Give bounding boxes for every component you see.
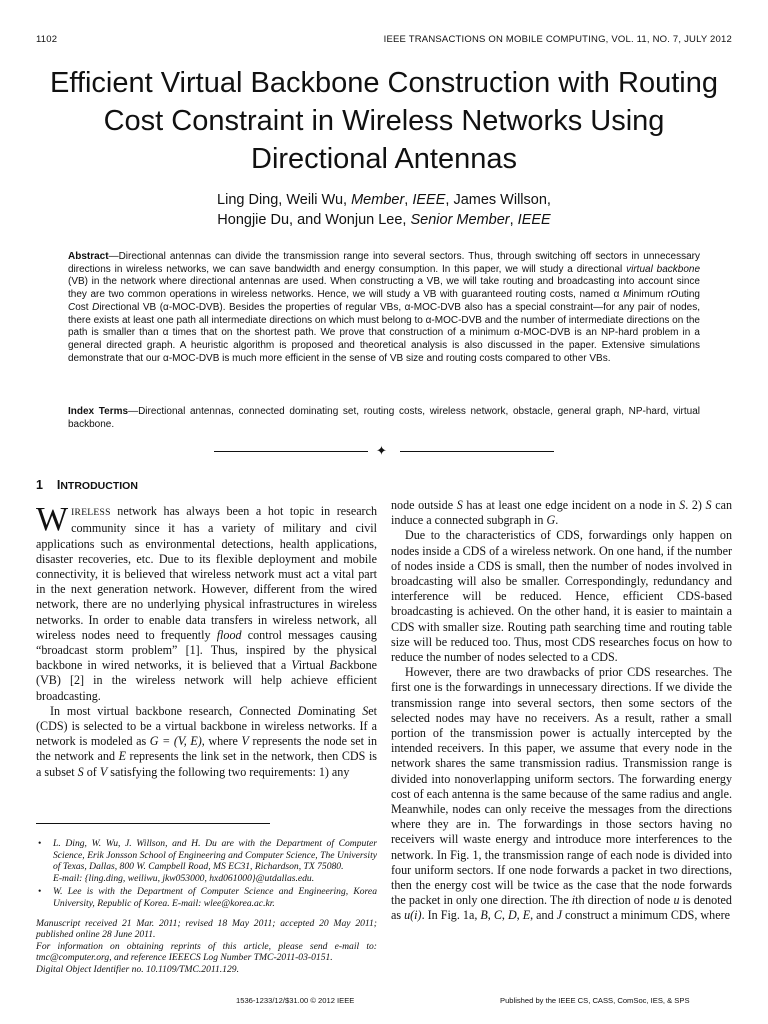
manuscript-dates: Manuscript received 21 Mar. 2011; revised 18 May 2011; accepted 20 May 2011; published online 28 June 2011. (36, 917, 377, 941)
publisher-footer: Published by the IEEE CS, CASS, ComSoc, IES, & SPS (500, 996, 690, 1005)
footnotes (36, 838, 377, 976)
cds-requirements: node outside S has at least one edge incident on a node in S. 2) S can induce a connected subgraph in G. (391, 498, 732, 528)
footnote-affiliation-2: • W. Lee is with the Department of Computer Science and Engineering, Korea University, Republic of Korea. E-mail: wlee@korea.ac.kr. (53, 886, 377, 909)
index-terms: Index Terms—Directional antennas, connected dominating set, routing costs, wireless network, obstacle, general graph, NP-hard, virtual backbone. (68, 406, 701, 430)
journal-header: IEEE TRANSACTIONS ON MOBILE COMPUTING, VOL. 11, NO. 7, JULY 2012 (383, 34, 732, 45)
abstract-label: Abstract (68, 251, 109, 262)
intro-paragraph-3: Due to the characteristics of CDS, forwardings only happen on nodes inside a CDS of a wireless network. On one hand, if the number of nodes inside a CDS is small, then the number of nodes involved in broadcasting will also be smaller. Correspondingly, redundancy and interference will be reduced. Hence, efficient CDS-based broadcasting is achieved. On the other hand, it is easier to maintain a CDS with smaller size. Routing path searching time and routing table size will be reduced too. Thus, most CDS researches focus on how to reduce the number of nodes selected to a CDS. (391, 528, 732, 665)
paper-title: Efficient Virtual Backbone Construction with Routing Cost Constraint in Wireless Networks Using Directional Antennas (50, 67, 718, 175)
copyright-footer: 1536-1233/12/$31.00 © 2012 IEEE (236, 996, 355, 1005)
left-column (36, 478, 377, 780)
divider-line-left (214, 451, 368, 452)
intro-paragraph-4: However, there are two drawbacks of prior CDS researches. The first one is the forwardings in unnecessary directions. If we divide the transmission range into several sectors, then some sectors of the selected nodes may have no receivers. As a result, rather a small portion of the transmission power is actually intercepted by the intended receivers. In this paper, we assume that every node in the network shares the same transmission radius. Transmission range is divided into nonoverlapping uniform sectors. The forwarding energy cost of each antenna is the same because of the same radius and angle. Meanwhile, nodes can only receive the messages from the directions where they are in. The forwardings in those sectors having no receivers will waste energy and introduce more interferences to the network. In Fig. 1, the transmission range of each node is divided into four uniform sectors. If one node forwards a packet in two directions, then the energy cost will be twice as the case that the node forwards the packet in only one direction. The ith direction of node u is denoted as u(i). In Fig. 1a, B, C, D, E, and J construct a minimum CDS, where (391, 665, 732, 923)
footnote-affiliation-1: • L. Ding, W. Wu, J. Willson, and H. Du are with the Department of Computer Science, Erik Jonsson School of Engineering and Computer Science, The University of Texas, Dallas, 800 W. Campbell Road, MS EC31, Richardson, TX 75080. E-mail: {ling.ding, weiliwu, jkw053000, hxd061000}@utdallas.edu. (53, 838, 377, 884)
reprints-info: For information on obtaining reprints of this article, please send e-mail to: tmc@computer.org, and reference IEEECS Log Number TMC-2011-03-0151. (36, 940, 377, 964)
footnote-email-1: E-mail: {ling.ding, weiliwu, jkw053000, hxd061000}@utdallas.edu. (53, 872, 315, 884)
intro-paragraph-2: In most virtual backbone research, Connected Dominating Set (CDS) is selected to be a virtual backbone in wireless networks. If a network is modeled as G = (V, E), where V represents the node set in the network and E represents the link set in the network, then CDS is a subset S of V satisfying the following two requirements: 1) any (36, 703, 378, 779)
footnote-rule (36, 823, 270, 824)
author-list (40, 190, 728, 230)
intro-paragraph-1: WIRELESS network has always been a hot topic in research community since it has a variety of military and civil applications such as environmental detections, health applications, disaster recoveries, etc. Due to its flexible deployment and mobile connectivity, it is believed that wireless network must act a vital part in the next generation network. However, different from the wired network, there are no underlying physical infrastructures in wireless networks. In order to enable data transfers in wireless network, all wireless nodes need to frequently flood control messages causing “broadcast storm problem” [1]. Thus, inspired by the physical backbone in wired networks, it is believed that a Virtual Backbone (VB) [2] in the wireless network will help achieve efficient broadcasting. (36, 501, 377, 703)
author-line-2: Hongjie Du, and Wonjun Lee, Senior Member, IEEE (217, 212, 551, 228)
author-line-1: Ling Ding, Weili Wu, Member, IEEE, James Willson, (217, 192, 551, 208)
divider-line-right (400, 451, 554, 452)
index-terms-label: Index Terms (68, 406, 129, 417)
right-column (391, 498, 732, 924)
page-number: 1102 (36, 34, 58, 45)
doi: Digital Object Identifier no. 10.1109/TMC.2011.129. (36, 963, 239, 975)
section-heading: 1 INTRODUCTION (36, 478, 138, 492)
abstract: Abstract—Directional antennas can divide the transmission range into several sectors. Thus, through switching off sectors in unnecessary directions in wireless networks, we can save bandwidth and energy consumption. In this paper, we will study a directional virtual backbone (VB) in the network where directional antennas are used. When constructing a VB, we will take routing and broadcasting into account since they are two common operations in wireless networks. Hence, we will study a VB with guaranteed routing costs, named α Minimum rOuting Cost Directional VB (α-MOC-DVB). Besides the properties of regular VBs, α-MOC-DVB also has a special constraint—for any pair of nodes, there exists at least one path all intermediate directions on which must belong to α-MOC-DVB and the number of intermediate directions on the path is smaller than α times that on the shortest path. We prove that construction of a minimum α-MOC-DVB is an NP-hard problem in a general directed graph. A heuristic algorithm is proposed and theoretical analysis is also discussed in the paper. Extensive simulations demonstrate that our α-MOC-DVB is much more efficient in the sense of VB size and routing costs compared to other VBs. (68, 251, 701, 364)
divider-star-icon: ✦ (376, 443, 387, 458)
drop-cap: W (36, 501, 69, 539)
section-divider (214, 443, 554, 458)
